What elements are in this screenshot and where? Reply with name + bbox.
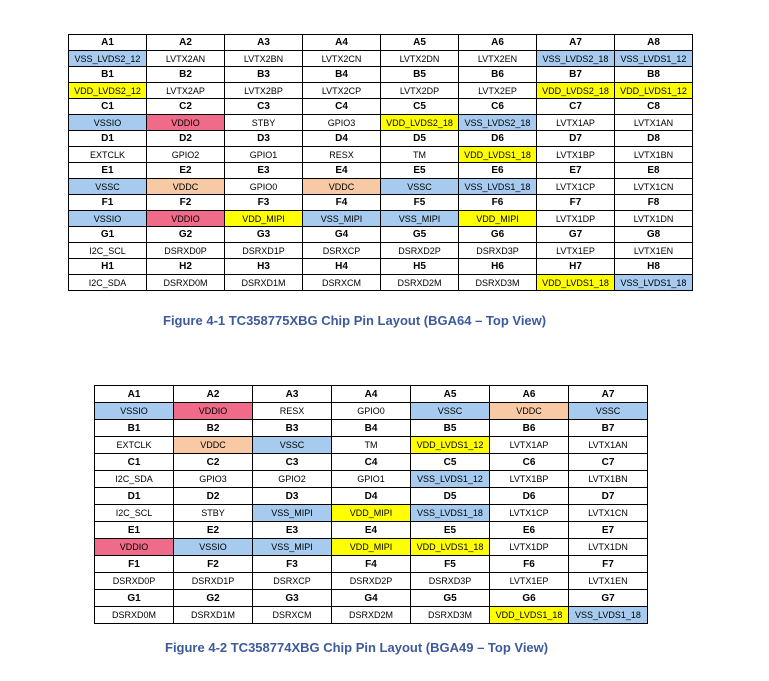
- pin-id-row: [69, 99, 693, 115]
- pin-signal-cell: LVTX1EN: [615, 243, 693, 259]
- pin-id-cell: A7: [537, 35, 615, 51]
- pin-id-cell: D1: [95, 488, 174, 505]
- pin-id-cell: F1: [69, 195, 147, 211]
- pin-signal-cell: LVTX1BP: [537, 147, 615, 163]
- pin-id-cell: D8: [615, 131, 693, 147]
- pin-id-cell: E7: [537, 163, 615, 179]
- pin-signal-cell: LVTX2EP: [459, 83, 537, 99]
- pin-id-cell: E1: [69, 163, 147, 179]
- pin-signal-row: [69, 275, 693, 291]
- pin-id-cell: C3: [225, 99, 303, 115]
- pin-signal-cell: RESX: [303, 147, 381, 163]
- pin-signal-cell: LVTX1DP: [490, 539, 569, 556]
- pin-signal-row: [95, 607, 648, 624]
- pin-id-cell: B5: [411, 420, 490, 437]
- pin-id-cell: F7: [537, 195, 615, 211]
- pin-signal-cell: LVTX1AP: [537, 115, 615, 131]
- pin-signal-cell: TM: [332, 437, 411, 454]
- pin-layout-table-bga49: [94, 385, 648, 624]
- pin-id-cell: A1: [69, 35, 147, 51]
- pin-id-cell: F6: [490, 556, 569, 573]
- pin-signal-cell: LVTX1BN: [569, 471, 648, 488]
- pin-id-row: [69, 259, 693, 275]
- pin-signal-cell: VSS_LVDS2_18: [537, 51, 615, 67]
- pin-id-cell: D7: [569, 488, 648, 505]
- pin-signal-cell: DSRXCM: [253, 607, 332, 624]
- pin-id-cell: D4: [303, 131, 381, 147]
- pin-id-row: [69, 131, 693, 147]
- pin-id-cell: E3: [225, 163, 303, 179]
- pin-id-cell: B1: [95, 420, 174, 437]
- pin-id-cell: G5: [381, 227, 459, 243]
- pin-id-cell: E5: [411, 522, 490, 539]
- pin-signal-cell: VDD_LVDS2_18: [381, 115, 459, 131]
- pin-signal-cell: DSRXD3P: [459, 243, 537, 259]
- pin-id-cell: D2: [174, 488, 253, 505]
- pin-id-cell: A8: [615, 35, 693, 51]
- pin-id-cell: H3: [225, 259, 303, 275]
- pin-id-cell: G2: [147, 227, 225, 243]
- pin-signal-cell: VSS_LVDS1_18: [459, 179, 537, 195]
- pin-id-cell: C5: [381, 99, 459, 115]
- pin-id-cell: D2: [147, 131, 225, 147]
- pin-id-cell: G3: [253, 590, 332, 607]
- pin-id-cell: A5: [411, 386, 490, 403]
- pin-id-cell: D6: [490, 488, 569, 505]
- pin-id-cell: G6: [490, 590, 569, 607]
- pin-layout-table-bga64-body: [69, 35, 693, 291]
- pin-signal-cell: DSRXD0M: [95, 607, 174, 624]
- pin-signal-cell: VSS_LVDS1_18: [569, 607, 648, 624]
- pin-id-cell: B7: [537, 67, 615, 83]
- pin-signal-cell: VDDC: [303, 179, 381, 195]
- pin-id-cell: G5: [411, 590, 490, 607]
- pin-signal-cell: VSS_LVDS1_18: [615, 275, 693, 291]
- pin-id-cell: A3: [225, 35, 303, 51]
- pin-id-cell: C4: [332, 454, 411, 471]
- pin-id-cell: D1: [69, 131, 147, 147]
- pin-signal-row: [95, 403, 648, 420]
- pin-signal-cell: I2C_SCL: [69, 243, 147, 259]
- pin-id-cell: F6: [459, 195, 537, 211]
- pin-id-cell: G1: [69, 227, 147, 243]
- pin-signal-cell: LVTX1BN: [615, 147, 693, 163]
- pin-id-cell: A4: [303, 35, 381, 51]
- pin-id-cell: H2: [147, 259, 225, 275]
- pin-id-row: [69, 35, 693, 51]
- pin-id-cell: C1: [69, 99, 147, 115]
- pin-signal-cell: VSS_MIPI: [303, 211, 381, 227]
- pin-signal-cell: VSSC: [253, 437, 332, 454]
- pin-signal-cell: DSRXD1P: [225, 243, 303, 259]
- pin-id-cell: A1: [95, 386, 174, 403]
- pin-signal-cell: GPIO3: [174, 471, 253, 488]
- pin-id-cell: B7: [569, 420, 648, 437]
- pin-id-cell: F2: [174, 556, 253, 573]
- pin-signal-cell: GPIO2: [147, 147, 225, 163]
- pin-signal-cell: LVTX1BP: [490, 471, 569, 488]
- pin-id-cell: B8: [615, 67, 693, 83]
- pin-id-cell: D6: [459, 131, 537, 147]
- pin-signal-cell: VSS_MIPI: [253, 539, 332, 556]
- pin-id-cell: B3: [253, 420, 332, 437]
- pin-signal-cell: VDD_MIPI: [332, 539, 411, 556]
- pin-signal-cell: VSSIO: [69, 115, 147, 131]
- pin-signal-cell: RESX: [253, 403, 332, 420]
- pin-id-cell: E5: [381, 163, 459, 179]
- pin-signal-row: [95, 471, 648, 488]
- pin-signal-cell: VDDIO: [174, 403, 253, 420]
- pin-signal-cell: EXTCLK: [95, 437, 174, 454]
- pin-signal-cell: LVTX2DP: [381, 83, 459, 99]
- pin-signal-cell: VDD_LVDS1_18: [537, 275, 615, 291]
- pin-signal-cell: DSRXD3M: [459, 275, 537, 291]
- pin-signal-cell: LVTX1AN: [569, 437, 648, 454]
- pin-signal-cell: VDD_LVDS2_18: [537, 83, 615, 99]
- pin-signal-cell: VDD_LVDS1_18: [490, 607, 569, 624]
- pin-signal-cell: DSRXD2P: [332, 573, 411, 590]
- pin-signal-cell: EXTCLK: [69, 147, 147, 163]
- pin-id-cell: E1: [95, 522, 174, 539]
- pin-signal-cell: LVTX2BP: [225, 83, 303, 99]
- pin-id-row: [95, 590, 648, 607]
- pin-id-cell: A5: [381, 35, 459, 51]
- pin-signal-cell: LVTX2DN: [381, 51, 459, 67]
- pin-id-cell: G7: [537, 227, 615, 243]
- pin-id-cell: A2: [174, 386, 253, 403]
- pin-signal-cell: VSS_MIPI: [253, 505, 332, 522]
- pin-signal-cell: LVTX2CN: [303, 51, 381, 67]
- pin-id-cell: F4: [332, 556, 411, 573]
- pin-signal-cell: VSS_LVDS2_12: [69, 51, 147, 67]
- pin-signal-cell: VSSC: [411, 403, 490, 420]
- pin-id-cell: F3: [253, 556, 332, 573]
- pin-signal-row: [69, 179, 693, 195]
- pin-signal-cell: DSRXCP: [253, 573, 332, 590]
- pin-signal-row: [95, 539, 648, 556]
- pin-signal-row: [95, 573, 648, 590]
- pin-id-cell: A7: [569, 386, 648, 403]
- pin-id-cell: E2: [147, 163, 225, 179]
- pin-id-cell: C7: [569, 454, 648, 471]
- pin-id-row: [69, 195, 693, 211]
- pin-signal-cell: LVTX2AP: [147, 83, 225, 99]
- pin-id-cell: E4: [303, 163, 381, 179]
- pin-signal-row: [69, 83, 693, 99]
- pin-signal-cell: GPIO0: [225, 179, 303, 195]
- pin-signal-cell: VDDIO: [95, 539, 174, 556]
- pin-signal-cell: VDD_MIPI: [225, 211, 303, 227]
- pin-signal-cell: DSRXD0P: [147, 243, 225, 259]
- pin-signal-row: [69, 147, 693, 163]
- pin-id-row: [95, 386, 648, 403]
- pin-signal-cell: I2C_SCL: [95, 505, 174, 522]
- pin-signal-cell: DSRXD3M: [411, 607, 490, 624]
- pin-signal-cell: VSSIO: [174, 539, 253, 556]
- pin-id-cell: F5: [381, 195, 459, 211]
- pin-id-cell: F2: [147, 195, 225, 211]
- pin-id-cell: A2: [147, 35, 225, 51]
- pin-signal-cell: LVTX1DP: [537, 211, 615, 227]
- pin-signal-cell: VSS_LVDS1_12: [411, 471, 490, 488]
- pin-signal-cell: VDD_LVDS1_12: [615, 83, 693, 99]
- pin-id-cell: C2: [147, 99, 225, 115]
- pin-signal-cell: I2C_SDA: [69, 275, 147, 291]
- pin-id-row: [95, 488, 648, 505]
- pin-signal-cell: LVTX2BN: [225, 51, 303, 67]
- pin-signal-cell: LVTX1EP: [537, 243, 615, 259]
- pin-id-cell: G8: [615, 227, 693, 243]
- pin-signal-cell: VSSIO: [69, 211, 147, 227]
- pin-id-row: [69, 227, 693, 243]
- pin-id-cell: G4: [332, 590, 411, 607]
- pin-signal-cell: LVTX1AN: [615, 115, 693, 131]
- pin-signal-cell: LVTX1EN: [569, 573, 648, 590]
- pin-id-cell: B2: [174, 420, 253, 437]
- pin-id-cell: F1: [95, 556, 174, 573]
- pin-id-cell: C6: [459, 99, 537, 115]
- pin-signal-cell: DSRXD0P: [95, 573, 174, 590]
- pin-signal-cell: DSRXCM: [303, 275, 381, 291]
- pin-signal-cell: GPIO1: [225, 147, 303, 163]
- pin-id-cell: C2: [174, 454, 253, 471]
- pin-signal-cell: GPIO2: [253, 471, 332, 488]
- pin-signal-cell: VSS_MIPI: [381, 211, 459, 227]
- pin-signal-cell: GPIO1: [332, 471, 411, 488]
- pin-signal-row: [95, 437, 648, 454]
- pin-layout-table-bga49-body: [95, 386, 648, 624]
- pin-id-cell: H8: [615, 259, 693, 275]
- pin-id-cell: B6: [490, 420, 569, 437]
- pin-id-cell: C6: [490, 454, 569, 471]
- pin-id-cell: D3: [253, 488, 332, 505]
- pin-signal-cell: GPIO3: [303, 115, 381, 131]
- pin-id-cell: E6: [490, 522, 569, 539]
- pin-id-cell: H5: [381, 259, 459, 275]
- pin-signal-cell: DSRXD1P: [174, 573, 253, 590]
- pin-layout-table-bga64: [68, 34, 693, 291]
- pin-id-cell: E8: [615, 163, 693, 179]
- pin-signal-cell: DSRXD3P: [411, 573, 490, 590]
- pin-id-cell: E7: [569, 522, 648, 539]
- pin-signal-cell: VSSC: [69, 179, 147, 195]
- pin-id-cell: F5: [411, 556, 490, 573]
- pin-signal-cell: I2C_SDA: [95, 471, 174, 488]
- pin-id-cell: B5: [381, 67, 459, 83]
- pin-id-cell: G1: [95, 590, 174, 607]
- pin-signal-cell: LVTX1DN: [615, 211, 693, 227]
- pin-signal-cell: VSSIO: [95, 403, 174, 420]
- pin-signal-cell: LVTX1DN: [569, 539, 648, 556]
- pin-signal-cell: VSS_LVDS2_18: [459, 115, 537, 131]
- pin-signal-cell: DSRXD2P: [381, 243, 459, 259]
- pin-id-cell: C8: [615, 99, 693, 115]
- pin-signal-cell: LVTX2AN: [147, 51, 225, 67]
- pin-signal-row: [69, 211, 693, 227]
- pin-signal-cell: DSRXCP: [303, 243, 381, 259]
- pin-signal-cell: VDD_LVDS1_18: [459, 147, 537, 163]
- pin-id-cell: A4: [332, 386, 411, 403]
- pin-id-cell: F3: [225, 195, 303, 211]
- pin-id-cell: F7: [569, 556, 648, 573]
- pin-signal-cell: DSRXD1M: [225, 275, 303, 291]
- pin-signal-cell: VDDC: [147, 179, 225, 195]
- pin-signal-cell: LVTX1EP: [490, 573, 569, 590]
- pin-id-row: [95, 556, 648, 573]
- pin-id-cell: E4: [332, 522, 411, 539]
- pin-signal-cell: LVTX1CN: [569, 505, 648, 522]
- pin-signal-cell: VDD_MIPI: [332, 505, 411, 522]
- pin-signal-cell: LVTX1CP: [537, 179, 615, 195]
- pin-id-cell: E6: [459, 163, 537, 179]
- pin-id-row: [95, 454, 648, 471]
- pin-id-cell: C7: [537, 99, 615, 115]
- pin-id-cell: A3: [253, 386, 332, 403]
- pin-signal-cell: DSRXD0M: [147, 275, 225, 291]
- pin-id-cell: D4: [332, 488, 411, 505]
- pin-signal-cell: VSS_LVDS1_12: [615, 51, 693, 67]
- pin-id-cell: G4: [303, 227, 381, 243]
- pin-signal-cell: TM: [381, 147, 459, 163]
- pin-id-cell: D5: [381, 131, 459, 147]
- pin-signal-cell: LVTX2CP: [303, 83, 381, 99]
- pin-signal-cell: VDDIO: [147, 211, 225, 227]
- pin-id-row: [95, 522, 648, 539]
- pin-signal-cell: VDDC: [174, 437, 253, 454]
- pin-signal-cell: STBY: [225, 115, 303, 131]
- pin-signal-cell: VDD_LVDS1_18: [411, 539, 490, 556]
- pin-id-row: [69, 67, 693, 83]
- pin-id-cell: G3: [225, 227, 303, 243]
- pin-signal-cell: VSS_LVDS1_18: [411, 505, 490, 522]
- pin-signal-row: [69, 243, 693, 259]
- figure-4-1-caption: Figure 4-1 TC358775XBG Chip Pin Layout (BGA64 – Top View): [163, 313, 547, 328]
- pin-id-cell: H6: [459, 259, 537, 275]
- pin-signal-cell: VDD_MIPI: [459, 211, 537, 227]
- pin-id-cell: B1: [69, 67, 147, 83]
- pin-id-cell: D7: [537, 131, 615, 147]
- pin-id-cell: C5: [411, 454, 490, 471]
- pin-id-cell: E2: [174, 522, 253, 539]
- pin-signal-cell: VDDC: [490, 403, 569, 420]
- pin-id-cell: D3: [225, 131, 303, 147]
- pin-id-cell: G2: [174, 590, 253, 607]
- pin-id-cell: G7: [569, 590, 648, 607]
- pin-id-cell: B2: [147, 67, 225, 83]
- pin-id-cell: F4: [303, 195, 381, 211]
- pin-id-cell: C3: [253, 454, 332, 471]
- pin-signal-row: [95, 505, 648, 522]
- pin-id-cell: F8: [615, 195, 693, 211]
- pin-signal-cell: DSRXD2M: [332, 607, 411, 624]
- pin-signal-cell: GPIO0: [332, 403, 411, 420]
- pin-id-cell: H4: [303, 259, 381, 275]
- pin-id-cell: C1: [95, 454, 174, 471]
- pin-id-cell: A6: [490, 386, 569, 403]
- pin-id-cell: B4: [332, 420, 411, 437]
- pin-signal-cell: LVTX1CN: [615, 179, 693, 195]
- pin-id-cell: H1: [69, 259, 147, 275]
- pin-signal-cell: VDD_LVDS2_12: [69, 83, 147, 99]
- pin-id-cell: A6: [459, 35, 537, 51]
- pin-id-cell: E3: [253, 522, 332, 539]
- pin-signal-cell: LVTX1AP: [490, 437, 569, 454]
- pin-id-row: [69, 163, 693, 179]
- pin-id-cell: C4: [303, 99, 381, 115]
- pin-id-cell: G6: [459, 227, 537, 243]
- pin-signal-row: [69, 51, 693, 67]
- pin-id-cell: B4: [303, 67, 381, 83]
- pin-id-cell: D5: [411, 488, 490, 505]
- pin-id-cell: B6: [459, 67, 537, 83]
- figure-4-2-caption: Figure 4-2 TC358774XBG Chip Pin Layout (BGA49 – Top View): [165, 640, 549, 655]
- pin-signal-cell: DSRXD2M: [381, 275, 459, 291]
- pin-id-cell: B3: [225, 67, 303, 83]
- pin-signal-cell: LVTX2EN: [459, 51, 537, 67]
- pin-signal-cell: VSSC: [381, 179, 459, 195]
- pin-signal-row: [69, 115, 693, 131]
- pin-signal-cell: VSSC: [569, 403, 648, 420]
- pin-signal-cell: LVTX1CP: [490, 505, 569, 522]
- pin-signal-cell: DSRXD1M: [174, 607, 253, 624]
- pin-signal-cell: VDDIO: [147, 115, 225, 131]
- pin-id-row: [95, 420, 648, 437]
- pin-id-cell: H7: [537, 259, 615, 275]
- pin-signal-cell: VDD_LVDS1_12: [411, 437, 490, 454]
- pin-signal-cell: STBY: [174, 505, 253, 522]
